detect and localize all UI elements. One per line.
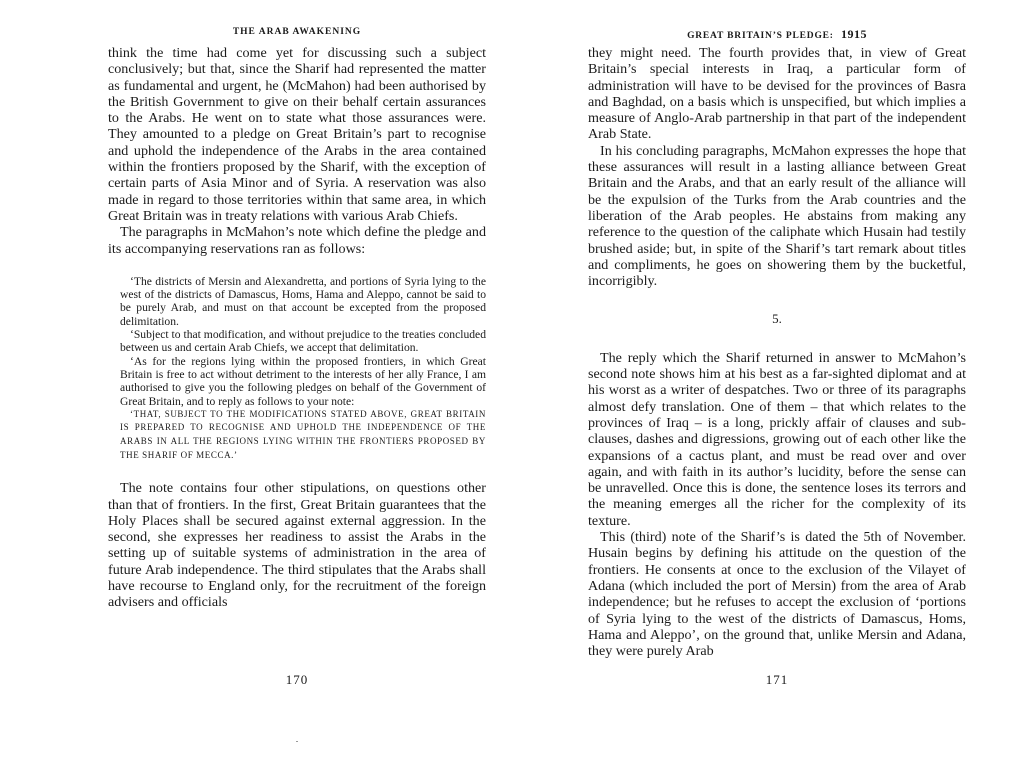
paragraph: they might need. The fourth provides that, in view of Great Britain’s special interests in Iraq, a particular form of administration will have to be devised for the provinces of Basra and Baghdad, on a basis which is unspecified, but which implies a measure of Anglo-Arab partnership in that part of the independent Arab State. <box>588 45 966 143</box>
paragraph: The reply which the Sharif returned in answer to McMahon’s second note shows him at his best as a far-sighted diplomat and at his worst as a writer of despatches. Two or three of its paragraphs almost defy translation. One of them – that which relates to the provinces of Iraq – is a long, prickly affair of clauses and sub-clauses, dashes and digressions, growing out of each other like the expansions of a cactus plant, and must be read over and over again, and with faith in its author’s lucidity, before the sense can be unravelled. Once this is done, the sentence loses its terrors and the meaning emerges all the richer for the complexity of its texture. <box>588 349 966 529</box>
running-head-title: GREAT BRITAIN’S PLEDGE: <box>687 31 834 41</box>
quote-paragraph: ‘The districts of Mersin and Alexandretta, and portions of Syria lying to the west of the districts of Damascus, Homs, Hama and Aleppo, cannot be said to be purely Arab, and must on that account be excepted from the proposed delimitation. <box>120 274 486 328</box>
right-page <box>588 0 966 766</box>
page-number: 170 <box>285 672 309 687</box>
running-head <box>588 27 966 42</box>
scan-speck <box>296 741 298 742</box>
running-head-year: 1915 <box>840 27 867 41</box>
quote-paragraph: ‘Subject to that modification, and without prejudice to the treaties concluded between us and certain Arab Chiefs, we accept that delimitation. <box>120 328 486 355</box>
page-number: 171 <box>765 672 789 687</box>
quote-paragraph: ‘As for the regions lying within the proposed frontiers, in which Great Britain is free to act without detriment to the interests of her ally France, I am authorised to give you the following pledges on behalf of the Government of Great Britain, and to reply as follows to your note: <box>120 354 486 408</box>
running-head: THE ARAB AWAKENING <box>232 27 362 37</box>
paragraph: The note contains four other stipulations, on questions other than that of frontiers. In the first, Great Britain guarantees that the Holy Places shall be secured against external aggression. In the second, she expresses her readiness to assist the Arabs in the setting up of suitable systems of administration in the area of future Arab independence. The third stipulates that the Arabs shall have recourse to England only, for the recruitment of the foreign advisers and officials <box>108 480 486 611</box>
page-body <box>108 45 486 611</box>
paragraph: This (third) note of the Sharif’s is dated the 5th of November. Husain begins by defining his attitude on the question of the frontiers. He consents at once to the exclusion of the Vilayet of Adana (which included the port of Mersin) from the area of Arab independence; but he refuses to accept the exclusion of ‘portions of Syria lying to the west of the districts of Damascus, Homs, Hama and Aleppo’, on the ground that, unlike Mersin and Adana, they were purely Arab <box>588 529 966 660</box>
page-body <box>588 45 966 659</box>
paragraph: think the time had come yet for discussing such a subject conclusively; but that, since the Sharif had represented the matter as fundamental and urgent, he (McMahon) had been authorised by the British Government to give on their behalf certain assurances to the Arabs. He went on to state what those assurances were. They amounted to a pledge on Great Britain’s part to recognise and uphold the independence of the Arabs in the area contained within the frontiers proposed by the Sharif, with the exception of certain parts of Asia Minor and of Syria. A reservation was also made in regard to those territories within that same area, in which Great Britain was in treaty relations with various Arab Chiefs. <box>108 45 486 224</box>
quote-paragraph: ‘THAT, SUBJECT TO THE MODIFICATIONS STATED ABOVE, GREAT BRITAIN IS PREPARED TO RECOGNISE AND UPHOLD THE INDEPENDENCE OF THE ARABS IN ALL THE REGIONS LYING WITHIN THE FRONTIERS PROPOSED BY THE SHARIF OF MECCA.’ <box>120 408 486 460</box>
paragraph: In his concluding paragraphs, McMahon expresses the hope that these assurances will result in a lasting alliance between Great Britain and the Arabs, and that an early result of the alliance will be the expulsion of the Turks from the Arab countries and the liberation of the Arab peoples. He abstains from making any reference to the question of the caliphate which Husain had testily brushed aside; but, in spite of the Sharif’s tart remark about titles and compliments, he goes on showering them by the bucketful, incorrigibly. <box>588 142 966 290</box>
block-quote <box>120 275 486 462</box>
left-page <box>108 0 486 766</box>
section-number: 5. <box>772 311 782 327</box>
paragraph: The paragraphs in McMahon’s note which define the pledge and its accompanying reservations ran as follows: <box>108 224 486 257</box>
